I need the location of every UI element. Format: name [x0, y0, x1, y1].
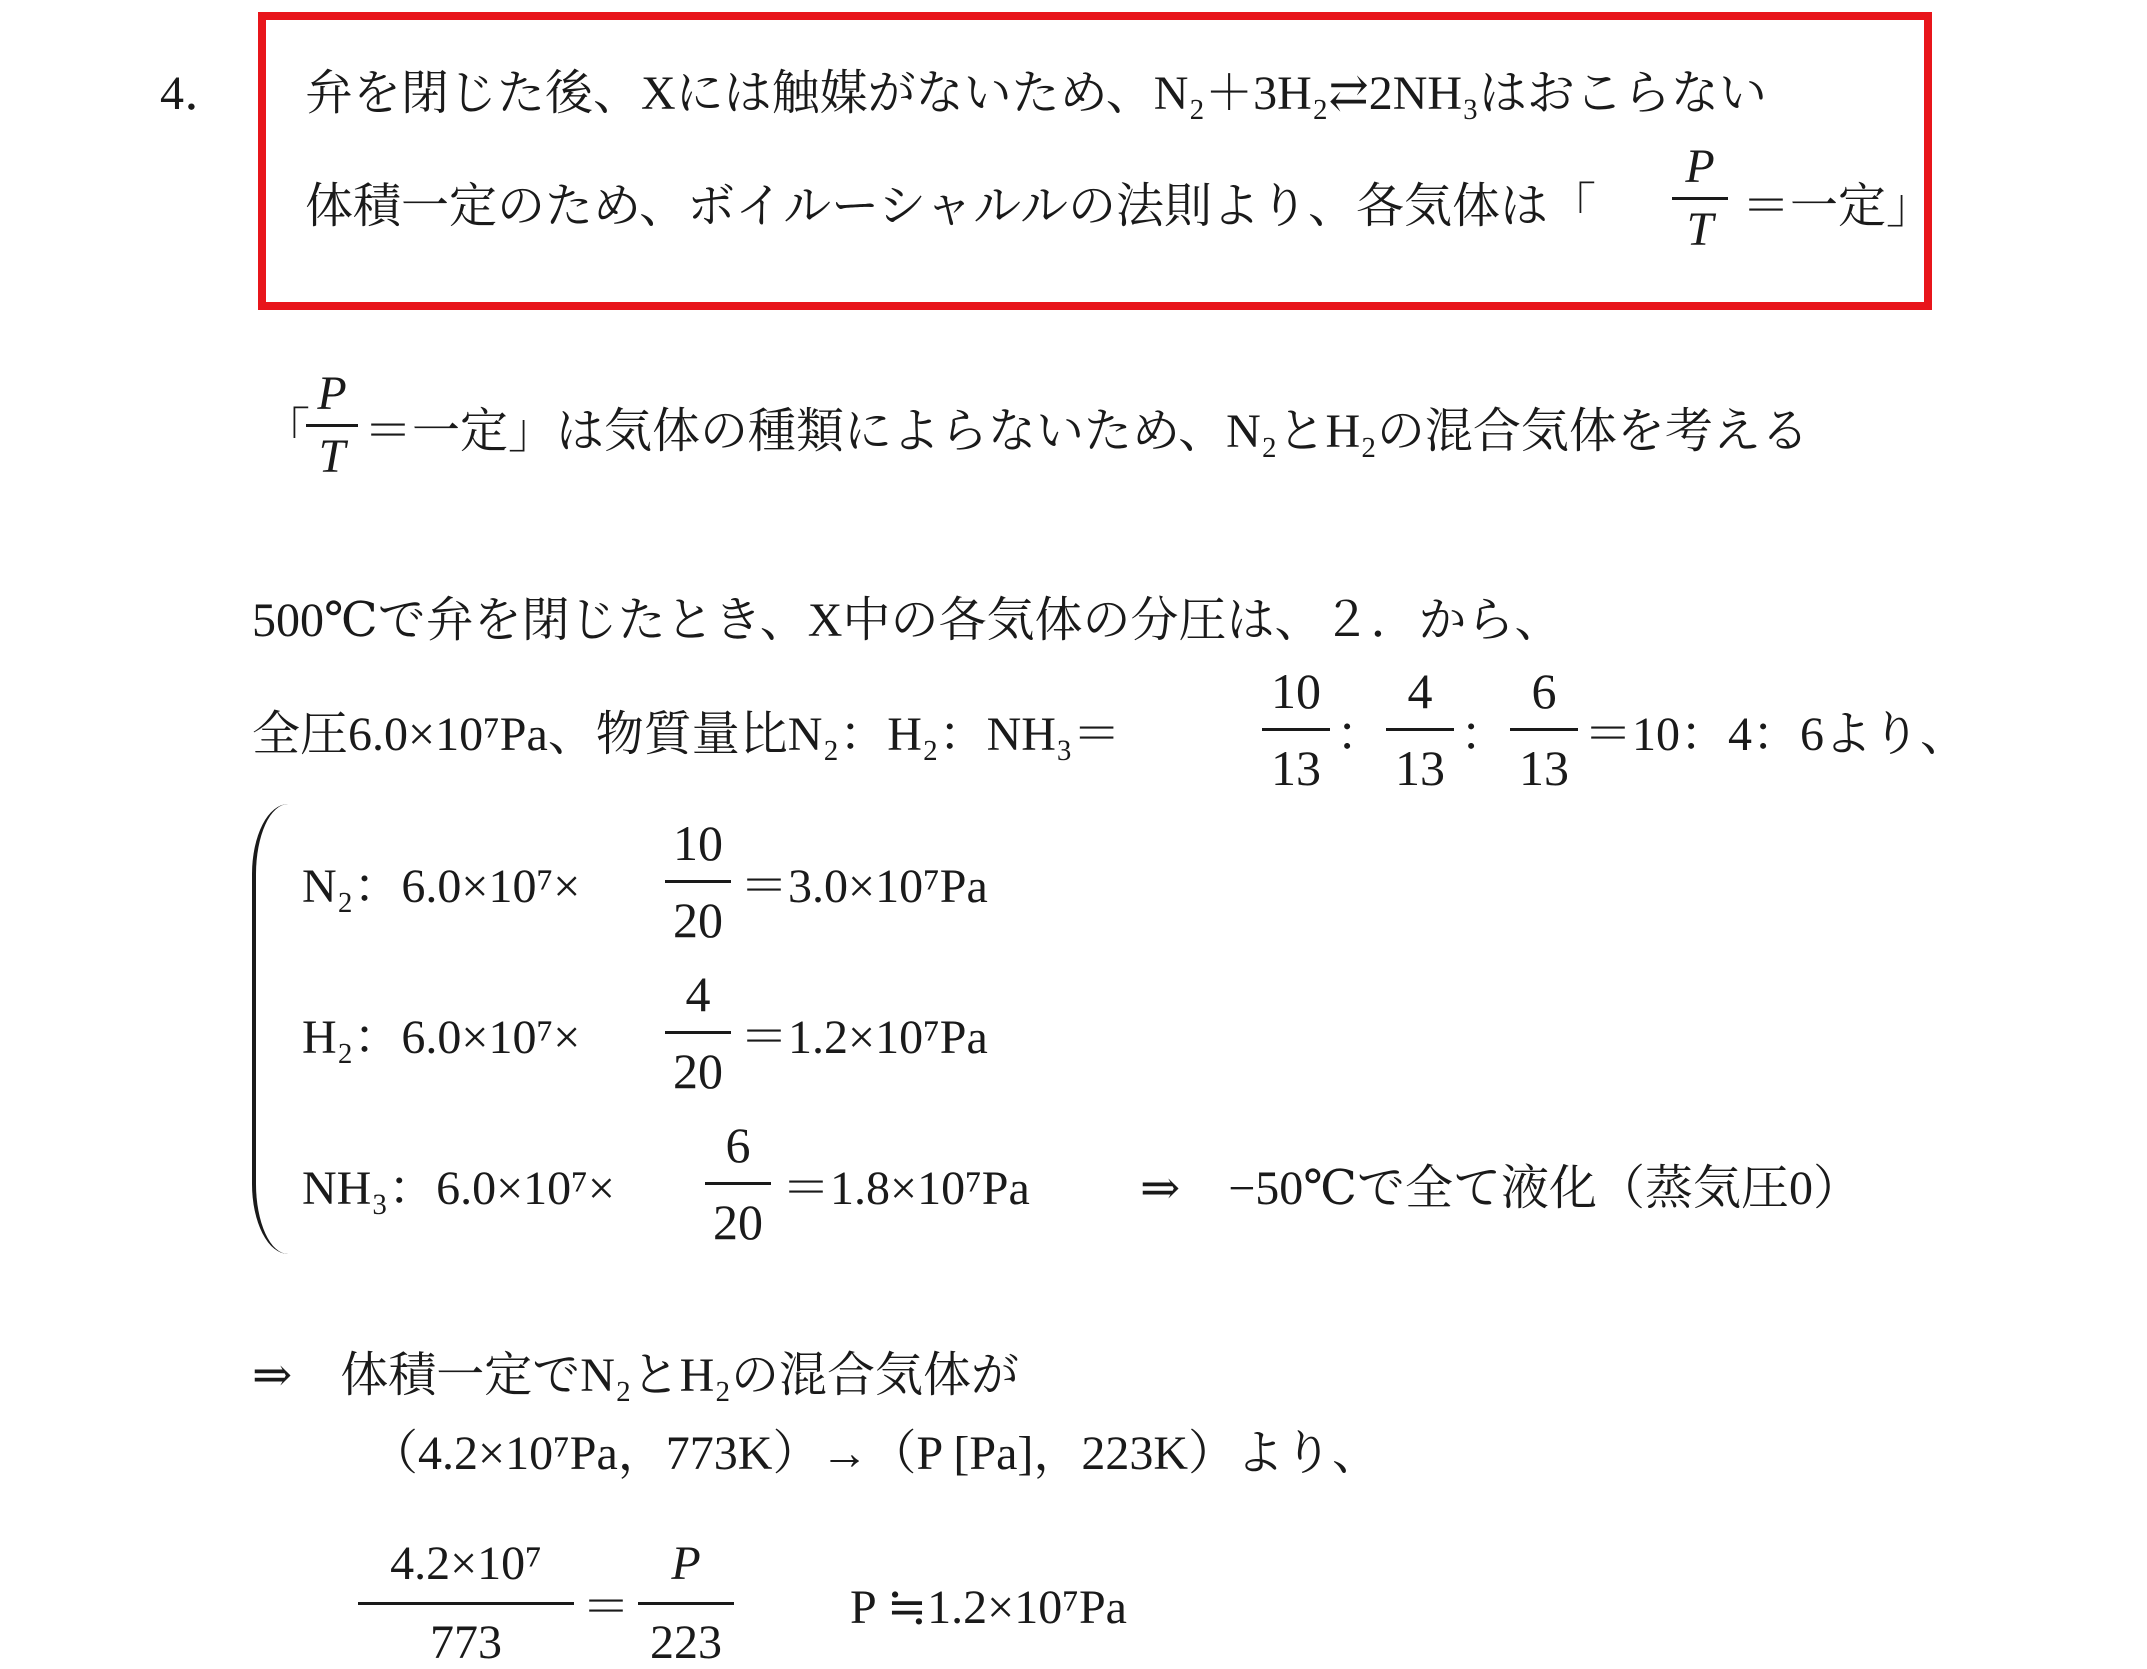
fraction-bar	[705, 1182, 771, 1185]
fraction-bar	[665, 1031, 731, 1034]
fraction-numerator: 10	[1271, 663, 1321, 719]
box-line-2: 体積一定のため、ボイルーシャルルの法則より、各気体は「	[305, 180, 1596, 233]
conclusion-line-1: ⇒ 体積一定でN₂とH₂の混合気体が	[252, 1349, 1020, 1402]
equation-rhs-fraction	[638, 1537, 734, 1669]
fraction-numerator: 6	[1531, 663, 1557, 719]
equation-answer: P ≒1.2×10⁷Pa	[850, 1581, 1127, 1634]
fraction-numerator: 4.2×10⁷	[390, 1537, 542, 1590]
partial-n2-prefix: N₂：6.0×10⁷×	[302, 860, 581, 913]
fraction-denominator: 13	[1395, 740, 1445, 796]
fraction-numerator: P	[317, 367, 347, 420]
box-line-1: 弁を閉じた後、Xには触媒がないため、N₂＋3H₂⇄2NH₃はおこらない	[305, 67, 1767, 120]
ratio-result: ＝10：4：6より、	[1584, 708, 1969, 761]
fraction-numerator: P	[671, 1537, 701, 1590]
fraction-denominator: 223	[650, 1616, 722, 1669]
fraction-bar	[1510, 728, 1578, 731]
ratio-fraction-3	[1510, 663, 1578, 796]
note-text: ＝一定」は気体の種類によらないため、N₂とH₂の混合気体を考える	[364, 405, 1809, 458]
fraction-numerator: 10	[673, 815, 723, 871]
fraction-numerator: 4	[685, 966, 711, 1022]
fraction-denominator: 13	[1519, 740, 1569, 796]
question-number: 4．	[160, 67, 233, 120]
fraction-bar	[1672, 197, 1728, 200]
note-open-bracket: 「	[262, 405, 311, 458]
fraction-denominator: 773	[430, 1616, 502, 1669]
equation-lhs-fraction	[358, 1537, 574, 1669]
fraction-numerator: 4	[1407, 663, 1433, 719]
partial-h2-result: ＝1.2×10⁷Pa	[740, 1011, 988, 1064]
partial-nh3-prefix: NH₃：6.0×10⁷×	[302, 1162, 615, 1215]
ratio-separator: ：	[1336, 708, 1385, 761]
fraction-numerator: 6	[725, 1117, 751, 1173]
paragraph-partial-pressure-intro: 500℃で弁を閉じたとき、X中の各気体の分圧は、２．から、	[252, 594, 1563, 647]
fraction-bar	[665, 880, 731, 883]
partial-nh3-fraction	[705, 1117, 771, 1250]
partial-h2-prefix: H₂：6.0×10⁷×	[302, 1011, 581, 1064]
ratio-fraction-2	[1386, 663, 1454, 796]
fraction-bar	[306, 424, 358, 427]
partial-n2-result: ＝3.0×10⁷Pa	[740, 860, 988, 913]
conclusion-line-2: （4.2×10⁷Pa，773K）→（P [Pa]，223K）より、	[370, 1427, 1381, 1480]
partial-nh3-result: ＝1.8×10⁷Pa	[782, 1162, 1030, 1215]
note-fraction-p-over-t	[306, 367, 358, 483]
partial-n2-fraction	[665, 815, 731, 948]
fraction-bar	[1262, 728, 1330, 731]
box-fraction-p-over-t	[1672, 140, 1728, 256]
fraction-denominator: 20	[713, 1194, 763, 1250]
fraction-denominator: 13	[1271, 740, 1321, 796]
ratio-separator: ：	[1460, 708, 1509, 761]
fraction-denominator: T	[1686, 203, 1714, 256]
fraction-numerator: P	[1685, 140, 1715, 193]
left-brace	[252, 804, 292, 1254]
partial-h2-fraction	[665, 966, 731, 1099]
paragraph-mole-ratio: 全圧6.0×10⁷Pa、物質量比N₂：H₂：NH₃＝	[252, 708, 1121, 761]
fraction-denominator: 20	[673, 1043, 723, 1099]
box-line-2-end: ＝一定」	[1742, 180, 1935, 233]
fraction-denominator: 20	[673, 892, 723, 948]
fraction-bar	[1386, 728, 1454, 731]
ratio-fraction-1	[1262, 663, 1330, 796]
fraction-denominator: T	[318, 430, 346, 483]
fraction-bar	[638, 1602, 734, 1605]
equation-equals: ＝	[582, 1581, 631, 1634]
fraction-bar	[358, 1602, 574, 1605]
partial-nh3-note: ⇒ −50℃で全て液化（蒸気圧0）	[1140, 1162, 1861, 1215]
